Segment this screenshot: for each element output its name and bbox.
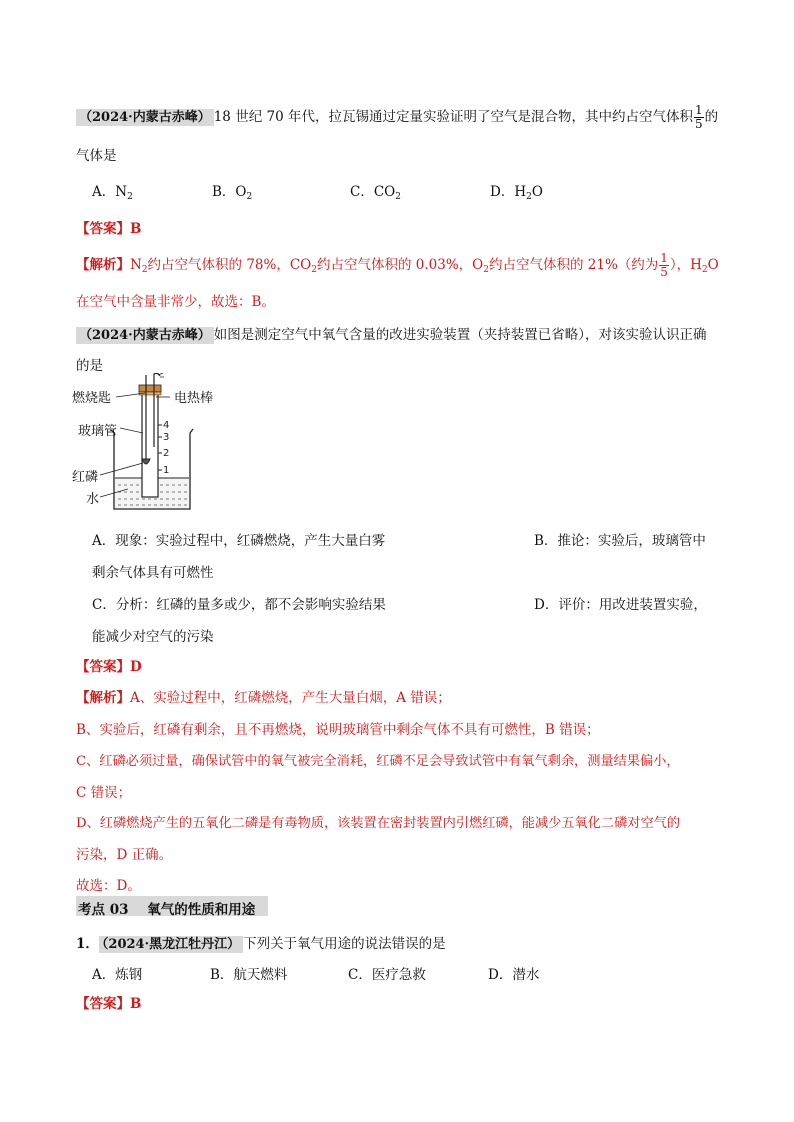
q1-stem-text-a: 18 世纪 70 年代，拉瓦锡通过定量实验证明了空气是混合物，其中约占空气体积 bbox=[213, 109, 693, 125]
label-rod: 电热棒 bbox=[174, 391, 214, 406]
q1-answer-label: 【答案】 bbox=[76, 221, 130, 237]
q2-option-d-line2: 能减少对空气的污染 bbox=[92, 629, 214, 645]
glass-tube bbox=[142, 391, 158, 497]
q1-answer bbox=[76, 217, 141, 237]
q1-fraction bbox=[694, 104, 704, 131]
apparatus-figure bbox=[70, 373, 240, 518]
label-tube: 玻璃管 bbox=[78, 424, 118, 439]
label-water: 水 bbox=[86, 492, 100, 507]
mark-3: 3 bbox=[163, 432, 170, 443]
q2-analysis-label: 【解析】 bbox=[76, 690, 130, 706]
q1-analysis-h: ），H bbox=[669, 257, 702, 273]
q1-analysis-o: 约占空气体积的 0.03%，O bbox=[316, 257, 484, 273]
q1-analysis-line1 bbox=[76, 252, 719, 279]
q1-analysis-n-sub: 2 bbox=[141, 265, 148, 275]
q1-analysis-o-sub: 2 bbox=[483, 265, 489, 275]
q1-answer-value: B bbox=[130, 221, 142, 237]
q1-analysis-fraction-numerator: 1 bbox=[660, 251, 668, 265]
stopper bbox=[139, 385, 161, 392]
q1-analysis-h-tail: O bbox=[707, 257, 719, 273]
q1-analysis-line2: 在空气中含量非常少，故选：B。 bbox=[76, 294, 275, 310]
q1-analysis-h-sub: 2 bbox=[701, 265, 708, 275]
q1-option-c bbox=[350, 180, 401, 202]
q1-analysis-co-sub: 2 bbox=[311, 265, 317, 275]
q1-option-a-formula: N bbox=[115, 184, 128, 200]
q2-analysis-line5: D、红磷燃烧产生的五氧化二磷是有毒物质，该装置在密封装置内引燃红磷，能减少五氧化二磷对空气的 bbox=[76, 816, 681, 831]
q2-option-c: C．分析：红磷的量多或少，都不会影响实验结果 bbox=[92, 597, 386, 613]
q2-option-b-line1: B．推论：实验后，玻璃管中 bbox=[534, 533, 706, 549]
q1-option-d-label: D． bbox=[490, 184, 515, 200]
q1-option-d-formula: H bbox=[514, 184, 527, 200]
q1-analysis-fraction-denominator: 5 bbox=[660, 265, 668, 279]
q1-option-d bbox=[490, 180, 543, 202]
q3-option-b: B．航天燃料 bbox=[210, 967, 288, 983]
q3-stem-text: 下列关于氧气用途的说法错误的是 bbox=[243, 936, 446, 952]
q2-analysis-line4: C 错误； bbox=[76, 785, 132, 801]
mark-1: 1 bbox=[163, 465, 170, 476]
q2-analysis-line6: 污染，D 正确。 bbox=[76, 847, 173, 863]
q1-option-a-label: A． bbox=[92, 184, 116, 200]
q1-stem-line2: 气体是 bbox=[76, 148, 117, 164]
q3-source-tag: （2024·黑龙江牡丹江） bbox=[99, 936, 243, 953]
q2-option-a: A．现象：实验过程中，红磷燃烧，产生大量白雾 bbox=[92, 533, 386, 549]
q3-answer-value: B bbox=[130, 996, 142, 1012]
q2-option-d-line1: D．评价：用改进装置实验， bbox=[534, 597, 707, 613]
q2-stem-line1 bbox=[76, 323, 706, 343]
q2-answer bbox=[76, 655, 142, 675]
q1-option-d-tail: O bbox=[531, 184, 543, 200]
q2-answer-value: D bbox=[130, 659, 142, 675]
q2-answer-label: 【答案】 bbox=[76, 659, 130, 675]
q2-stem-text-a: 如图是测定空气中氧气含量的改进实验装置（夹持装置已省略），对该实验认识正确 bbox=[213, 327, 707, 343]
q2-option-b-line2: 剩余气体具有可燃性 bbox=[92, 565, 214, 581]
q1-option-c-sub: 2 bbox=[395, 192, 401, 202]
label-spoon: 燃烧匙 bbox=[72, 391, 112, 406]
q2-source-tag: （2024·内蒙古赤峰） bbox=[76, 327, 214, 344]
q3-stem bbox=[76, 932, 446, 952]
q3-number: 1． bbox=[76, 936, 99, 952]
q1-source-tag: （2024·内蒙古赤峰） bbox=[76, 109, 214, 126]
mark-4: 4 bbox=[163, 420, 170, 431]
q3-option-a: A．炼钢 bbox=[92, 967, 143, 983]
q1-option-a-sub: 2 bbox=[127, 192, 133, 202]
q1-option-b-formula: O bbox=[235, 184, 247, 200]
q1-analysis-n: N bbox=[130, 257, 142, 273]
q1-option-d-sub: 2 bbox=[526, 192, 532, 202]
q1-fraction-numerator: 1 bbox=[694, 103, 703, 117]
q3-answer-label: 【答案】 bbox=[76, 996, 130, 1012]
q2-analysis-line3: C、红磷必须过量，确保试管中的氧气被完全消耗，红磷不足会导致试管中有氧气剩余，测量结果偏小， bbox=[76, 754, 680, 769]
q2-analysis-line7: 故选：D。 bbox=[76, 878, 141, 894]
section-title: 考点 03 氧气的性质和用途 bbox=[78, 902, 256, 918]
q2-stem-line2: 的是 bbox=[76, 358, 103, 374]
q2-analysis-text-1: A、实验过程中，红磷燃烧，产生大量白烟，A 错误； bbox=[130, 690, 451, 706]
q1-option-c-label: C． bbox=[350, 184, 374, 200]
q3-option-d: D．潜水 bbox=[488, 967, 540, 983]
mark-2: 2 bbox=[163, 448, 170, 459]
q1-option-c-formula: CO bbox=[373, 184, 396, 200]
q1-option-a bbox=[92, 180, 133, 202]
q1-analysis-fraction bbox=[659, 252, 669, 279]
q1-option-b-label: B． bbox=[212, 184, 236, 200]
q1-stem-line1 bbox=[76, 104, 718, 131]
q1-stem-text-b: 的 bbox=[704, 109, 719, 125]
q1-fraction-denominator: 5 bbox=[694, 117, 703, 131]
q2-analysis-line2: B、实验后，红磷有剩余，且不再燃烧，说明玻璃管中剩余气体不具有可燃性，B 错误； bbox=[76, 722, 600, 738]
q2-analysis-line1 bbox=[76, 686, 451, 706]
q1-option-b bbox=[212, 180, 252, 202]
q1-analysis-label: 【解析】 bbox=[76, 257, 130, 273]
q1-option-b-sub: 2 bbox=[246, 192, 253, 202]
label-phosphorus: 红磷 bbox=[72, 470, 99, 485]
q1-analysis-co: 约占空气体积的 78%，CO bbox=[147, 257, 312, 273]
q1-analysis-about: 约占空气体积的 21%（约为 bbox=[488, 257, 659, 273]
q3-option-c: C．医疗急救 bbox=[348, 967, 426, 983]
q3-answer bbox=[76, 992, 141, 1012]
